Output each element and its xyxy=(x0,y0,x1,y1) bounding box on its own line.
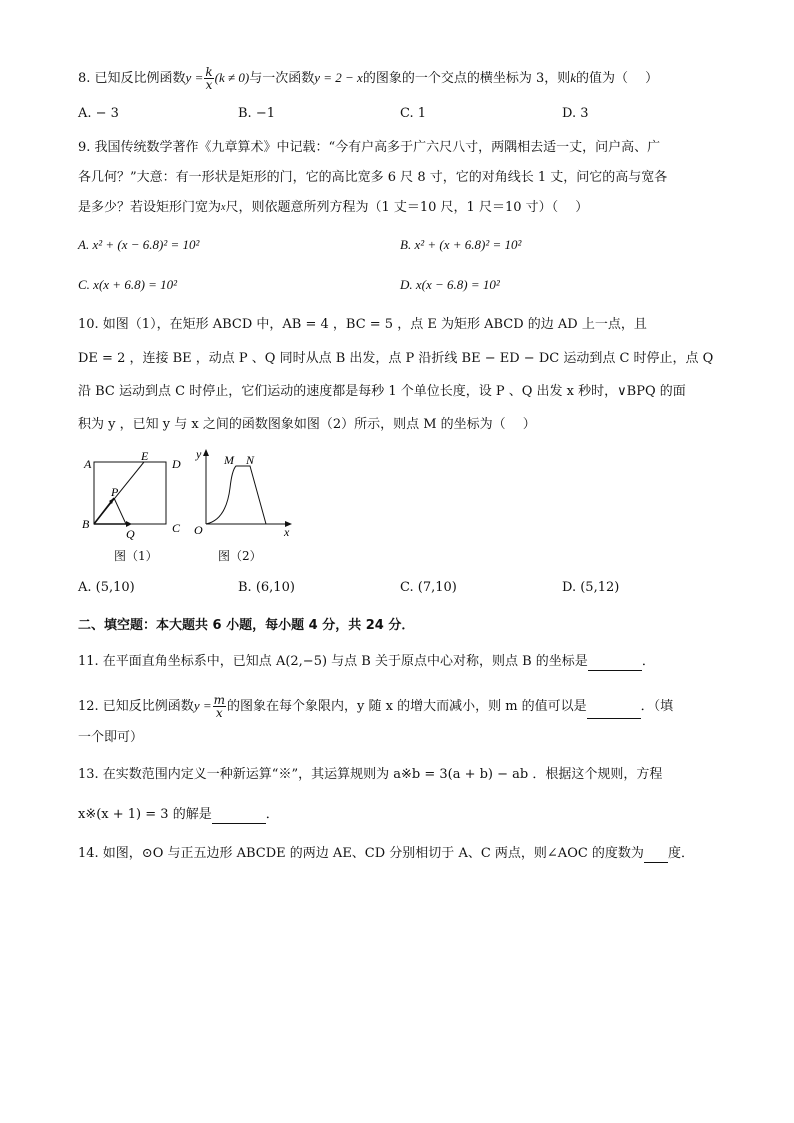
q12-line-2: 一个即可） xyxy=(78,730,144,745)
q8-func1-y: y = xyxy=(185,70,204,85)
q11-text: 11. 在平面直角坐标系中，已知点 A(2,−5) 与点 B 关于原点中心对称，则点 B 的坐标是 xyxy=(78,654,588,669)
q12-frac-num: m xyxy=(213,693,225,707)
q10-line-4: 积为 y ，已知 y 与 x 之间的函数图象如图（2）所示，则点 M 的坐标为（ ） xyxy=(78,417,536,432)
label-e: E xyxy=(141,449,149,463)
q8-func2: y = 2 − x xyxy=(314,70,363,85)
q10-line-3: 沿 BC 运动到点 C 时停止，它们运动的速度都是每秒 1 个单位长度，设 P 、Q 出发 x 秒时，∨BPQ 的面 xyxy=(78,384,686,399)
q12-prefix: 12. 已知反比例函数 xyxy=(78,699,194,714)
label-n: N xyxy=(246,453,255,467)
q12-suffix: 的图象在每个象限内，y 随 x 的增大而减小，则 m 的值可以是 xyxy=(227,699,587,714)
q14-answer-blank[interactable] xyxy=(644,844,668,863)
q13-end: ． xyxy=(265,807,279,822)
q8-option-d[interactable]: D. 3 xyxy=(562,106,589,121)
q14-end: 度． xyxy=(667,846,694,861)
q9-line-3b: 尺，则依题意所列方程为（1 丈＝10 尺，1 尺＝10 寸）（ ） xyxy=(225,200,589,215)
figure-1-caption: 图（1） xyxy=(114,549,158,563)
q9-line-3 xyxy=(78,199,588,217)
q8-end: 的值为（ ） xyxy=(576,71,659,86)
question-8 xyxy=(78,66,658,91)
rect-abcd xyxy=(94,462,166,524)
q8-option-b[interactable]: B. −1 xyxy=(238,106,275,121)
q8-option-a[interactable]: A. − 3 xyxy=(78,106,119,121)
question-12 xyxy=(78,694,673,719)
q8-func1-cond: (k ≠ 0) xyxy=(214,70,250,85)
q8-suffix: 的图象的一个交点的横坐标为 3，则 xyxy=(362,71,571,86)
question-11 xyxy=(78,652,655,671)
q8-fraction xyxy=(204,66,213,91)
q12-frac-den: x xyxy=(215,706,223,720)
q10-option-c[interactable]: C. (7,10) xyxy=(400,580,457,595)
q12-y: y = xyxy=(193,698,212,713)
q9-line-2: 各几何？”大意：有一形状是矩形的门，它的高比宽多 6 尺 8 寸，它的对角线长 1 丈，问它的高与宽各 xyxy=(78,170,668,185)
figure-2-caption: 图（2） xyxy=(218,549,262,563)
q8-mid: 与一次函数 xyxy=(249,71,315,86)
q11-end: ． xyxy=(641,654,655,669)
label-d: D xyxy=(172,457,181,471)
label-m: M xyxy=(224,453,234,467)
q8-prefix: 8. 已知反比例函数 xyxy=(78,71,186,86)
label-q: Q xyxy=(126,527,135,541)
q9-option-c[interactable]: C. x(x + 6.8) = 10² xyxy=(78,277,178,292)
q12-end: ．（填 xyxy=(640,699,674,714)
section-2-heading: 二、填空题：本大题共 6 小题，每小题 4 分，共 24 分． xyxy=(78,618,415,633)
label-y: y xyxy=(196,447,202,461)
q13-line-2 xyxy=(78,805,279,824)
q13-answer-blank[interactable] xyxy=(212,805,266,824)
q9-line-3a: 是多少？若设矩形门宽为 xyxy=(78,200,222,215)
segment-pq xyxy=(114,498,126,524)
q10-option-d[interactable]: D. (5,12) xyxy=(562,580,620,595)
label-b: B xyxy=(82,517,90,531)
q10-line-2: DE = 2 ，连接 BE ，动点 P 、Q 同时从点 B 出发，点 P 沿折线 BE − ED − DC 运动到点 C 时停止，点 Q xyxy=(78,351,714,366)
q9-option-a[interactable]: A. x² + (x − 6.8)² = 10² xyxy=(78,237,200,252)
function-curve xyxy=(206,466,266,524)
label-a: A xyxy=(84,457,92,471)
label-c: C xyxy=(172,521,181,535)
label-o: O xyxy=(194,523,203,537)
q8-option-c[interactable]: C. 1 xyxy=(400,106,427,121)
q10-option-a[interactable]: A. (5,10) xyxy=(78,580,135,595)
figure-2-graph xyxy=(190,444,300,544)
q8-frac-num: k xyxy=(205,65,213,79)
q9-line-1: 9. 我国传统数学著作《九章算术》中记载：“今有户高多于广六尺八寸，两隅相去适一丈，问户高、广 xyxy=(78,140,661,155)
q12-fraction xyxy=(213,694,226,719)
q14-text: 14. 如图，⊙O 与正五边形 ABCDE 的两边 AE、CD 分别相切于 A、C 两点，则∠AOC 的度数为 xyxy=(78,846,644,861)
label-x: x xyxy=(284,525,290,539)
q9-option-d[interactable]: D. x(x − 6.8) = 10² xyxy=(400,277,500,292)
question-14 xyxy=(78,844,694,863)
q9-option-b[interactable]: B. x² + (x + 6.8)² = 10² xyxy=(400,237,522,252)
q11-answer-blank[interactable] xyxy=(588,652,642,671)
q10-line-1: 10. 如图（1），在矩形 ABCD 中，AB = 4 ，BC = 5 ，点 E 为矩形 ABCD 的边 AD 上一点，且 xyxy=(78,317,647,332)
y-axis-arrow xyxy=(203,449,209,456)
q13-line-2a: x※(x + 1) = 3 的解是 xyxy=(78,807,212,822)
q10-option-b[interactable]: B. (6,10) xyxy=(238,580,295,595)
q8-k: k xyxy=(570,70,576,85)
q12-answer-blank[interactable] xyxy=(587,700,641,719)
q8-frac-den: x xyxy=(205,78,213,92)
label-p: P xyxy=(111,485,119,499)
q13-line-1: 13. 在实数范围内定义一种新运算“※”，其运算规则为 a※b = 3(a + b) − ab ．根据这个规则，方程 xyxy=(78,767,663,782)
q9-var-x: x xyxy=(221,202,226,213)
